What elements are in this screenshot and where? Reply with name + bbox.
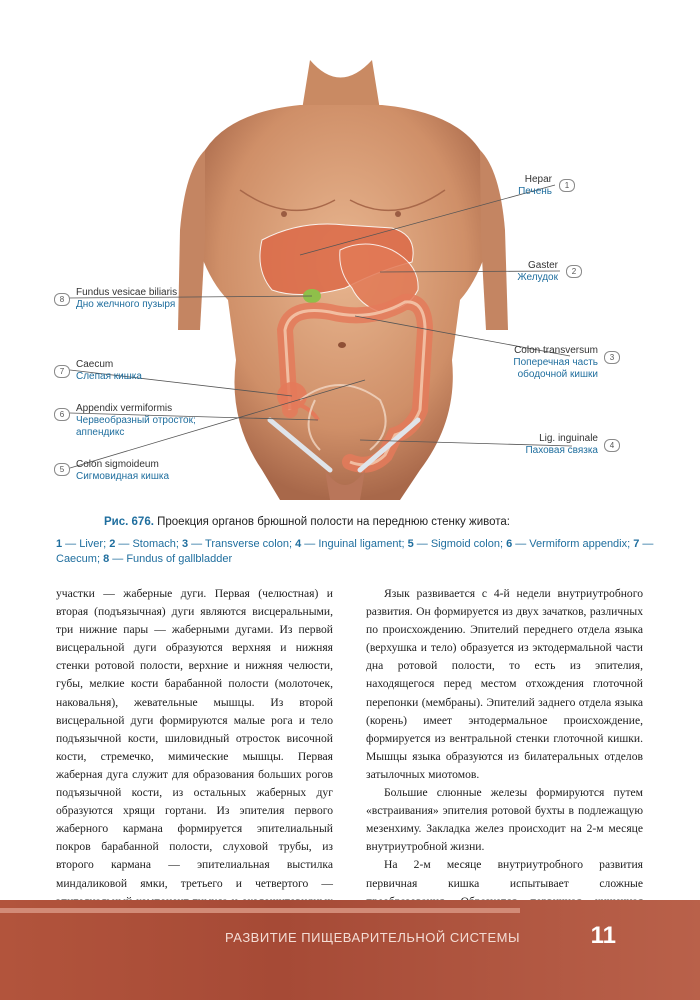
label-number-7: 7 [54,365,70,378]
page-footer [0,900,700,1000]
label-caecum: Caecum Слепая кишка [76,359,142,382]
figure-caption [104,516,664,528]
footer-strip [0,908,520,913]
paragraph: участки — жаберные дуги. Первая (челюстная) и вторая (подъязычная) дуги являются висцеральными, три нижние пары — жаберными дугами. Из первой висцеральной дуги образуются верхняя и нижняя стенки ротовой полости, верхние и нижняя челюсти, губы, мелкие кости барабанной полости (молоточек, наковальня), жевательные мышцы. Из второй висцеральной дуги формируются малые рога и тело подъязычной кости, шиловидный отросток височной кости, стремечко, мимические мышцы. Первая жаберная дуга служит для образования больших рогов подъязычной кости, из остальных жаберных дуг образуются хрящи гортани. Из эпителия первого жаберного кармана формируется эпителиальный покров барабанной полости, слуховой трубы, из второго кармана — эпителиальная выстилка миндаликовой ямки, третьего и четвертого — [56,587,333,890]
page-number: 11 [590,922,616,949]
label-gaster: Gaster Желудок [517,260,558,283]
label-colon-sigmoideum: Colon sigmoideum Сигмовидная кишка [76,459,170,482]
paragraph: Большие слюнные железы формируются путем «встраивания» эпителия ротовой бухты в подлежащую мезенхиму. Закладка желез происходит на 2-м месяце внутриутробной жизни. [366,786,643,854]
label-number-8: 8 [54,293,70,306]
label-number-3: 3 [604,351,620,364]
label-number-1: 1 [559,179,575,192]
label-number-5: 5 [54,463,70,476]
figure-legend: 1 — Liver; 2 — Stomach; 3 — Transverse colon; 4 — Inguinal ligament; 5 — Sigmoid colon; 6 — Vermiform appendix; 7 — Caecum; 8 — Fundus of gallbladder [56,538,654,565]
label-fundus-vesicae-biliaris: Fundus vesicae biliaris Дно желчного пузыря [76,287,178,310]
caption-text: Проекция органов брюшной полости на переднюю стенку живота: [153,516,510,528]
text-column-right [366,585,643,929]
paragraph: Язык развивается с 4-й недели внутриутробного развития. Он формируется из двух зачатков, различных по происхождению. Эпителий переднего отдела языка (верхушка и тело) образуется из эктодермальной части дна ротовой полости, то есть из эпителия, находящегося перед местом отхождения глоточной перепонки (мембраны). Эпителий заднего отдела языка (корень) имеет энтодермальное происхождение, формируется из вентральной стенки глоточной кишки. Мышцы языка образуются из билатеральных отделов затылочных миотомов. [366,587,643,781]
text-column-left [56,585,333,929]
label-number-4: 4 [604,439,620,452]
paragraph: На 2-м месяце внутриутробного развития первичная кишка испытывает сложные [366,858,643,890]
label-lig-inguinale: Lig. inguinale Паховая связка [525,433,598,456]
label-number-2: 2 [566,265,582,278]
neck [302,60,380,110]
section-title: РАЗВИТИЕ ПИЩЕВАРИТЕЛЬНОЙ СИСТЕМЫ [225,930,520,945]
label-hepar: Hepar Печень [518,174,552,197]
caption-label: Рис. 676. [104,516,154,528]
label-colon-transversum: Colon transversum Поперечная часть ободочной кишки [513,345,598,380]
label-number-6: 6 [54,408,70,421]
label-appendix-vermiformis: Appendix vermiformis Червеобразный отросток; аппендикс [76,403,196,438]
